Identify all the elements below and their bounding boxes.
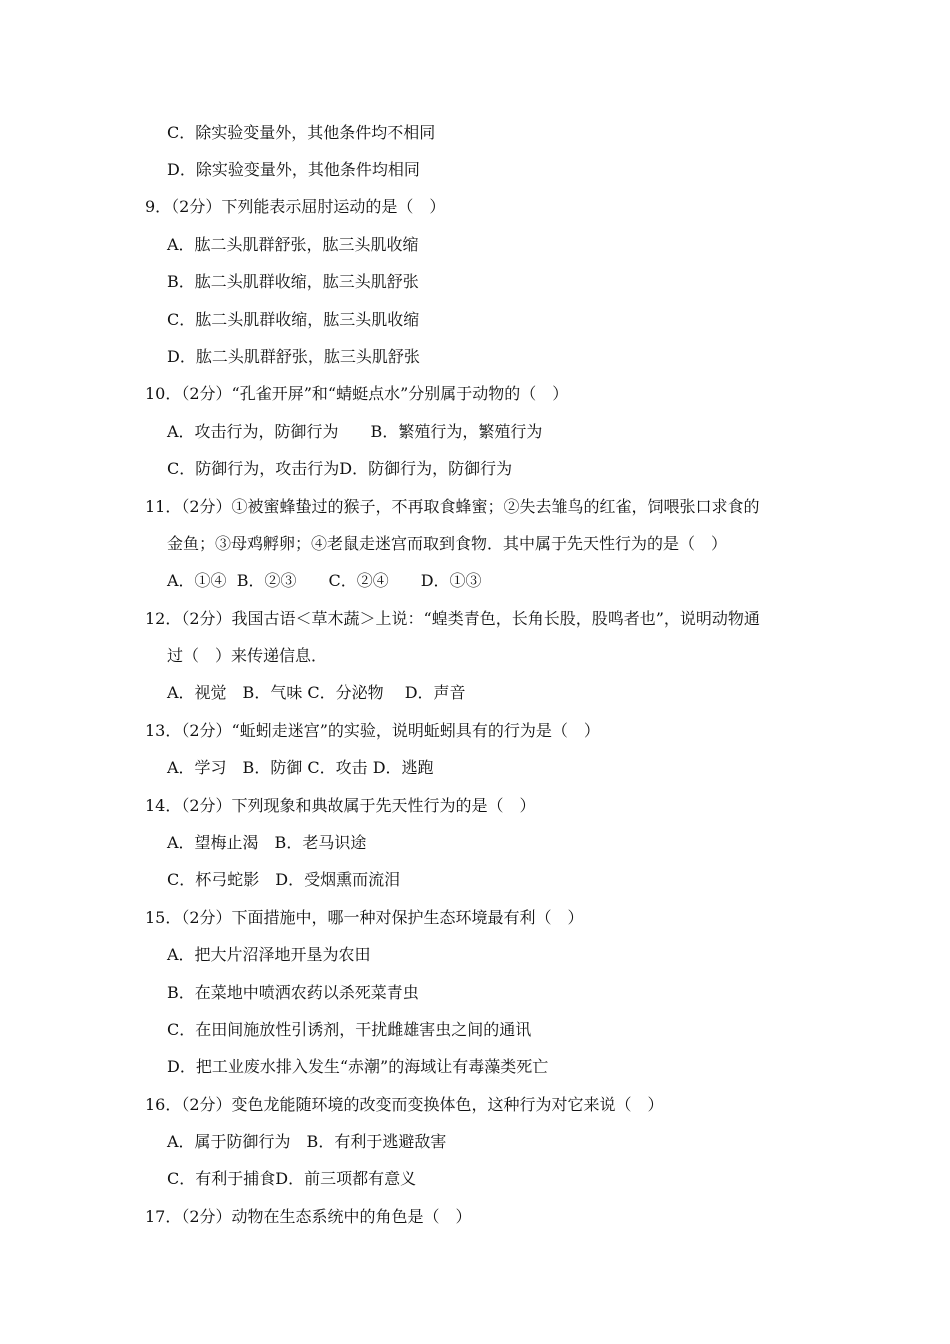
q9-option-c: C．肱二头肌群收缩，肱三头肌收缩	[167, 310, 420, 329]
q15-option-a: A．把大片沼泽地开垦为农田	[167, 945, 371, 964]
q16-options-cd: C．有利于捕食D．前三项都有意义	[167, 1169, 417, 1188]
q12-stem-line2: 过（ ）来传递信息．	[167, 646, 328, 665]
q13-options: A．学习 B．防御 C．攻击 D．逃跑	[167, 758, 434, 777]
q11-options: A．①④ B．②③ C．②④ D．①③	[167, 571, 482, 590]
q10-options-cd: C．防御行为，攻击行为D．防御行为，防御行为	[167, 459, 513, 478]
q11-stem-line1: 11．（2分）①被蜜蜂蛰过的猴子，不再取食蜂蜜；②失去雏鸟的红雀，饲喂张口求食的	[145, 497, 760, 516]
q15-stem: 15．（2分）下面措施中，哪一种对保护生态环境最有利（ ）	[145, 908, 584, 927]
q12-options: A．视觉 B．气味 C．分泌物 D．声音	[167, 683, 466, 702]
q9-stem: 9．（2分）下列能表示屈肘运动的是（ ）	[145, 197, 446, 216]
q14-options-cd: C．杯弓蛇影 D．受烟熏而流泪	[167, 870, 401, 889]
q12-stem-line1: 12．（2分）我国古语＜草木蔬＞上说：“蝗类青色，长角长股，股鸣者也”，说明动物通	[145, 609, 760, 628]
q13-stem: 13．（2分）“蚯蚓走迷宫”的实验，说明蚯蚓具有的行为是（ ）	[145, 721, 600, 740]
q15-option-d: D．把工业废水排入发生“赤潮”的海域让有毒藻类死亡	[167, 1057, 549, 1076]
q8-option-c: C．除实验变量外，其他条件均不相同	[167, 123, 436, 142]
q14-stem: 14．（2分）下列现象和典故属于先天性行为的是（ ）	[145, 796, 536, 815]
q15-option-b: B．在菜地中喷洒农药以杀死菜青虫	[167, 983, 419, 1002]
q15-option-c: C．在田间施放性引诱剂，干扰雌雄害虫之间的通讯	[167, 1020, 532, 1039]
q10-stem: 10．（2分）“孔雀开屏”和“蜻蜓点水”分别属于动物的（ ）	[145, 384, 569, 403]
q14-options-ab: A．望梅止渴 B．老马识途	[167, 833, 367, 852]
q11-stem-line2: 金鱼；③母鸡孵卵；④老鼠走迷宫而取到食物．其中属于先天性行为的是（ ）	[167, 534, 728, 553]
q10-options-ab: A．攻击行为，防御行为 B．繁殖行为，繁殖行为	[167, 422, 543, 441]
q9-option-a: A．肱二头肌群舒张，肱三头肌收缩	[167, 235, 419, 254]
q9-option-b: B．肱二头肌群收缩，肱三头肌舒张	[167, 272, 419, 291]
q16-options-ab: A．属于防御行为 B．有利于逃避敌害	[167, 1132, 447, 1151]
q16-stem: 16．（2分）变色龙能随环境的改变而变换体色，这种行为对它来说（ ）	[145, 1095, 664, 1114]
q9-option-d: D．肱二头肌群舒张，肱三头肌舒张	[167, 347, 420, 366]
q17-stem: 17．（2分）动物在生态系统中的角色是（ ）	[145, 1207, 472, 1226]
q8-option-d: D．除实验变量外，其他条件均相同	[167, 160, 420, 179]
